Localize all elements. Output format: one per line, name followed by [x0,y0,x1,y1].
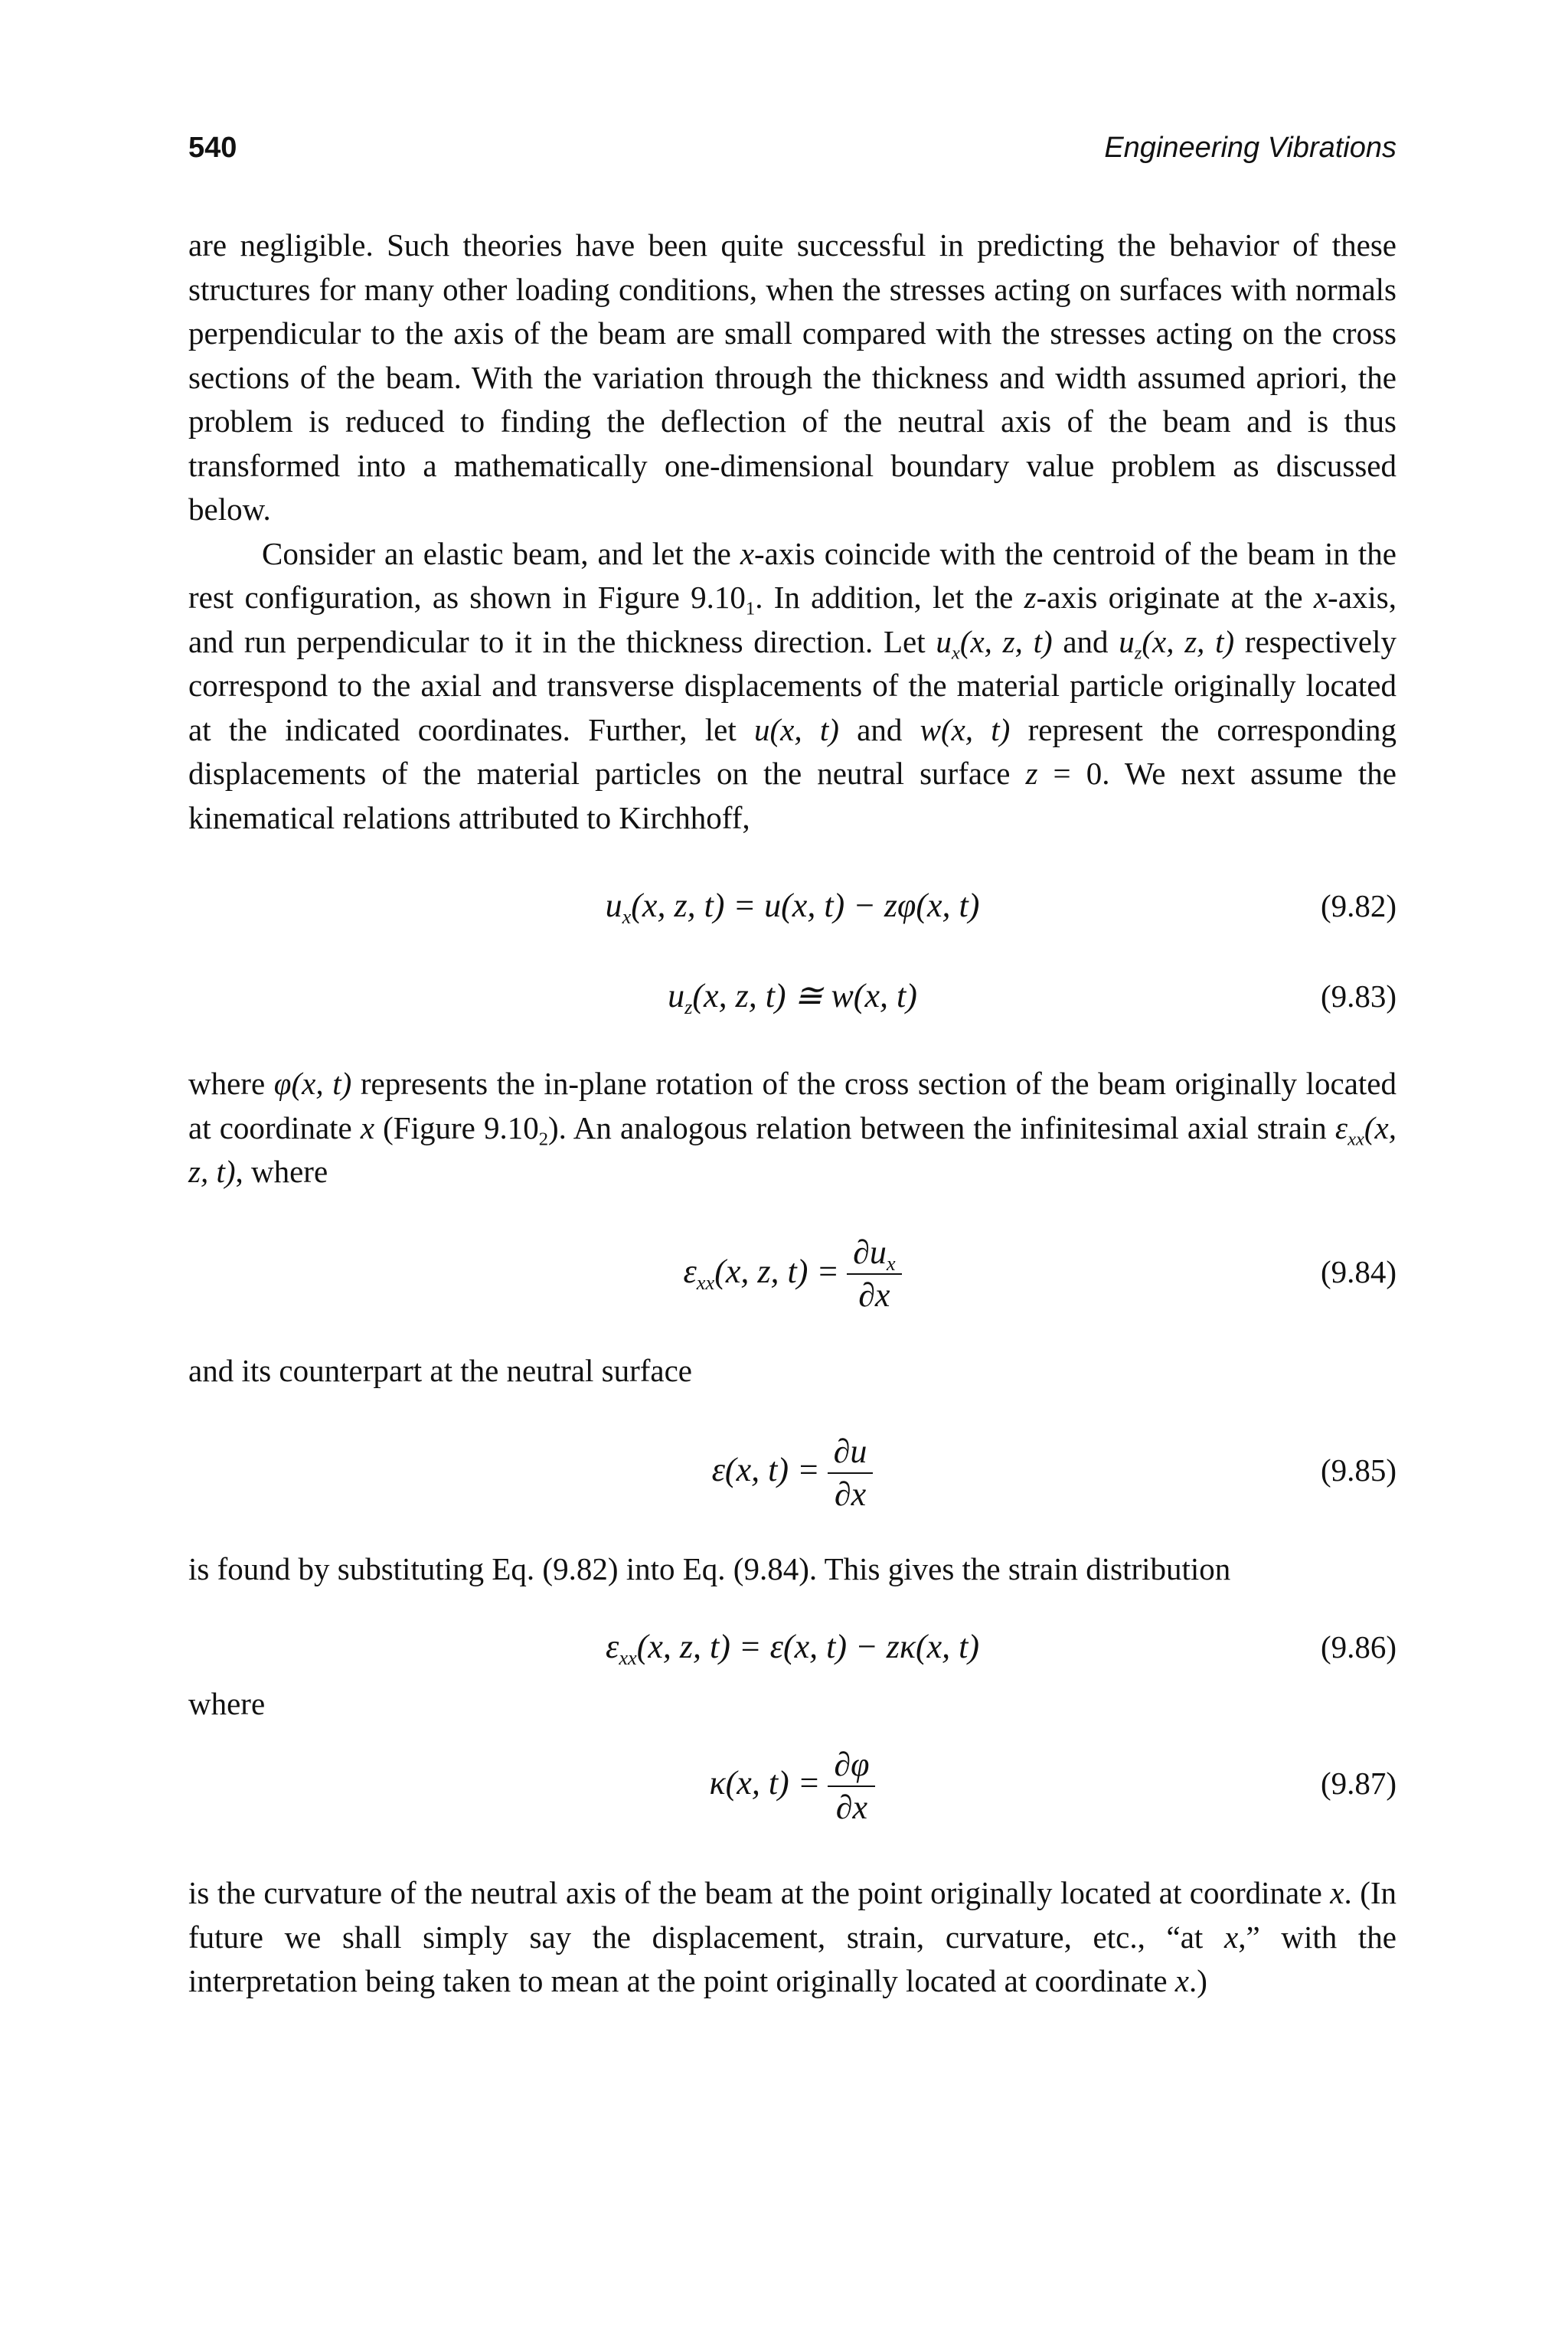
paragraph-4: and its counterpart at the neutral surface [188,1352,692,1388]
equation-9-83: $u_z(x$, z, t) ≅ w(x, t) (9.83) [188,961,1396,1031]
equation-9-86: $\varepsilon_{xx}(x$, z, t) = ε(x, t) − zκ(x, t) (9.86) [188,1612,1396,1682]
equation-number: (9.83) [1320,979,1396,1014]
equation-9-85: ε(x, t) = $\frac{\partial u}{\partial x}$ (9.85) [188,1413,1396,1527]
fraction: $\frac{\partial u_x}{\partial x}$ [847,1232,901,1316]
paragraph-2: Consider an elastic beam, and let the x-axis coincide with the centroid of the beam in the rest configuration, as shown in Figure $9.10_1$. In addition, let the z-axis originate at the x-axis, and run perpendicular to it in the thickness direction. Let $u_x(x$, z, t) and $u_z(x$, z, t) respectively correspond to the axial and transverse displacements of the material particle originally located at the indicated coordinates. Further, let u(x, t) and w(x, t) represent the corresponding displacements of the material particles on the neutral surface z = 0. We next assume the kinematical relations attributed to Kirchhoff, [188,535,1396,835]
math-uz: $u_z(x$, z, t) [1119,623,1235,664]
paragraph-3: where φ(x, t) represents the in-plane rotation of the cross section of the beam originally located at coordinate x (Figure $9.10_2$). An analogous relation between the infinitesimal axial strain $\varepsilon_{xx}(x$, z, t), where [188,1066,1397,1189]
page-header [188,132,1396,178]
paragraph-7: is the curvature of the neutral axis of the beam at the point originally located at coordinate x. (In future we shall simply say the displacement, strain, curvature, etc., “at x,” with the interpretation being taken to mean at the point originally located at coordinate x.) [188,1875,1397,1998]
paragraph-6: where [188,1685,266,1721]
body-text [188,224,1396,2004]
running-title: Engineering Vibrations [1104,132,1396,164]
math-ux: $u_x(x$, z, t) [936,623,1053,664]
equation-number: (9.87) [1320,1766,1396,1801]
fraction: $\frac{\partial u}{\partial x}$ [828,1431,874,1515]
paragraph-1: are negligible. Such theories have been quite successful in predicting the behavior of these structures for many other loading conditions, when the stresses acting on surfaces with normals perpendicular to the axis of the beam are small compared with the stresses acting on the cross sections of the beam. With the variation through the thickness and width assumed apriori, the problem is reduced to finding the deflection of the neutral axis of the beam and is thus transformed into a mathematically one-dimensional boundary value problem as discussed below. [188,227,1396,527]
equation-9-87: κ(x, t) = $\frac{\partial\varphi}{\partial x}$ (9.87) [188,1726,1396,1841]
equation-9-82: $u_x(x$, z, t) = u(x, t) − zφ(x, t) (9.82) [188,871,1396,941]
equation-9-84: $\varepsilon_{xx}(x$, z, t) = $\frac{\partial u_x}{\partial x}$ (9.84) [188,1214,1396,1329]
fraction: $\frac{\partial\varphi}{\partial x}$ [828,1744,875,1828]
equation-number: (9.82) [1320,888,1396,923]
equation-number: (9.86) [1320,1629,1396,1665]
page-number: 540 [188,132,237,164]
math-epsilon-xx: $\varepsilon_{xx}(x$, z, t) [188,1109,1397,1189]
paragraph-5: is found by substituting Eq. (9.82) into Eq. (9.84). This gives the strain distribution [188,1551,1231,1586]
equation-number: (9.85) [1320,1452,1396,1488]
equation-number: (9.84) [1320,1253,1396,1289]
